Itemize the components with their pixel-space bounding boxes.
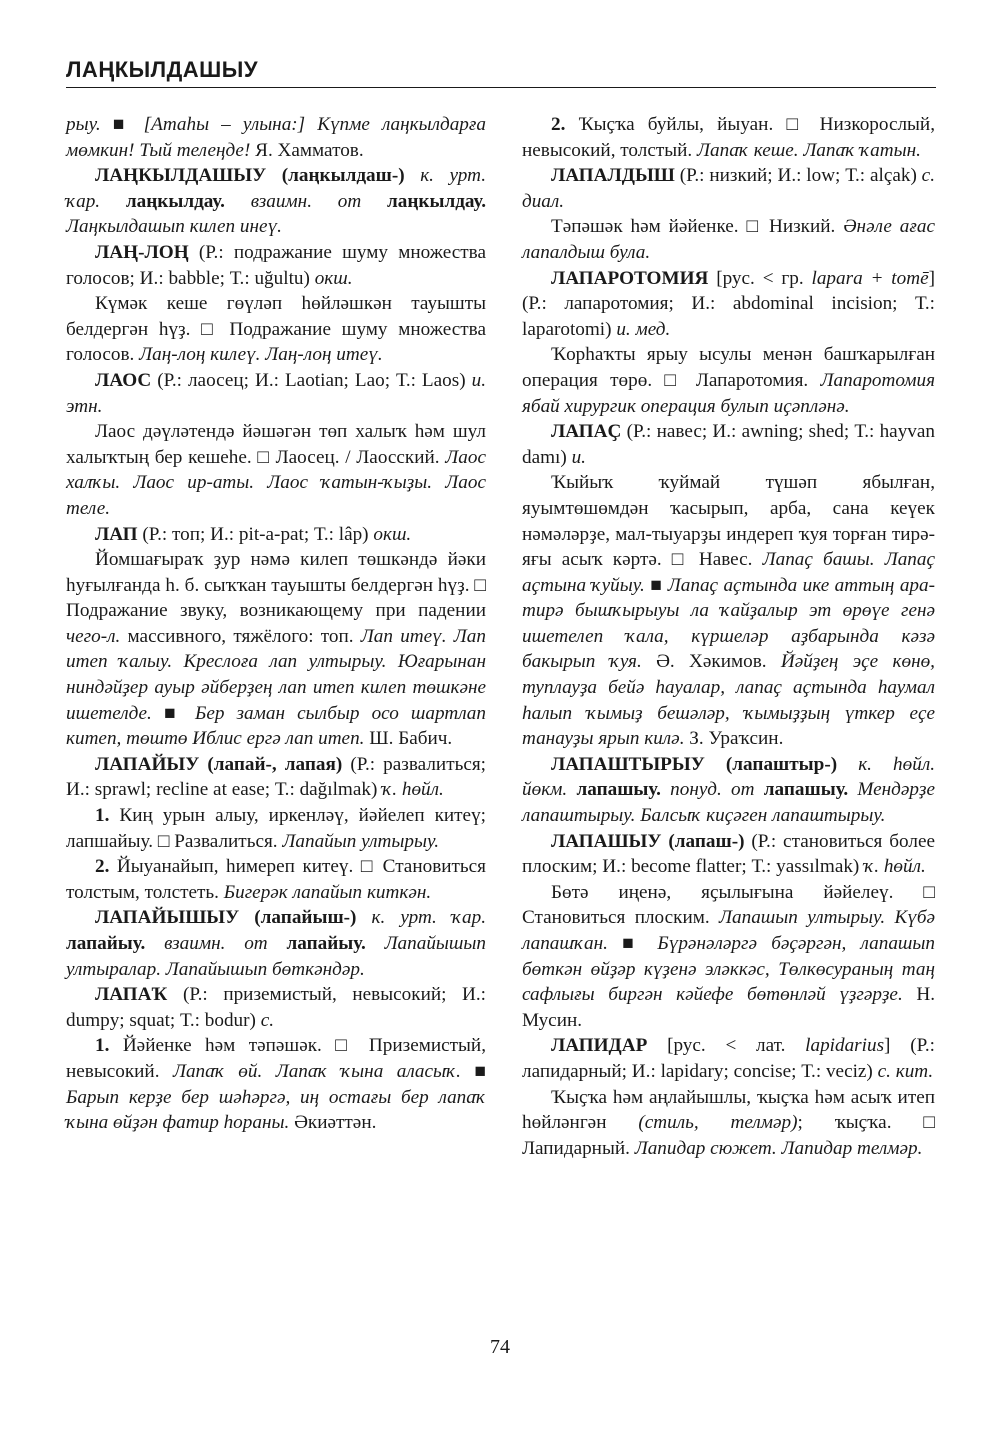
right-column (522, 112, 935, 1161)
italic-text: к. һөйл. йөкм. (522, 753, 935, 801)
headword: ЛАПИДАР (551, 1035, 668, 1057)
entry-paragraph (66, 547, 486, 752)
headword: ЛАПАРОТОМИЯ (551, 267, 717, 289)
headword: 2. (551, 114, 579, 135)
entry-paragraph (522, 266, 935, 343)
italic-text: Бер заман сылбыр осо шартлап китеп, төштө Иблис ергә лап итеп. (66, 702, 486, 750)
body-text: Тәпәшәк һәм йәйенке. □ Низкий. (551, 216, 844, 238)
headword: лаңкылдау. (125, 190, 251, 212)
entry-paragraph (522, 470, 935, 752)
body-text: Йыуанайып, һимереп китеү. □ Становиться толстым, толстеть. (66, 856, 486, 903)
italic-text: ҡ. һөйл. (864, 856, 926, 878)
italic-text: Лапашып ултырыу. Күбә лапашҡан. (522, 907, 936, 954)
entry-paragraph (66, 163, 486, 240)
body-text: [рус. < гр. (716, 267, 812, 289)
entry-paragraph (66, 291, 486, 368)
italic-text: Лаңкылдашып килеп инеү. (66, 216, 282, 238)
headword: 2. (95, 856, 117, 878)
body-text: (Р.: приземистый, невысокий; И.: dumpy; squat; Т.: bodur) (66, 984, 487, 1031)
entry-paragraph (522, 112, 935, 163)
italic-text: взаимн. от (250, 190, 387, 212)
entry-paragraph (522, 214, 935, 265)
italic-text: рыу. (66, 114, 113, 135)
entry-paragraph (66, 803, 486, 854)
headword: ЛАПАҪ (551, 421, 627, 443)
body-text: Йәйенке һәм тәпәшәк. □ Приземистый, невысокий. (66, 1035, 486, 1082)
body-text: (Р.: подражание шуму множества голосов; И.: babble; Т.: uğultu) (66, 241, 486, 289)
italic-text: понуд. от (670, 779, 764, 801)
italic-text: Лаң-лоң килеү. Лаң-лоң итеү. (139, 344, 383, 366)
entry-paragraph (522, 1085, 935, 1162)
italic-text: Барып керҙе бер шәһәргә, иң остағы бер лапаҡ ҡына өйҙән фатир һораны. (66, 1086, 486, 1134)
italic-text: Лапайышып ултыралар. Лапайышып бөткәндәр. (66, 933, 486, 980)
body-text: ■ (622, 933, 658, 954)
headword: ЛАПАЙЫШЫУ (лапайыш-) (95, 907, 372, 929)
italic-text: Бүрәнәләргә бәҫәргән, лапашып бөткән өйҙәр күҙенә эләккәс, Төлкөсураның таң сафлығы биргән кәйефе бөтөнләй үҙгәрҙе. (522, 933, 935, 1006)
italic-text: Лапаҫ башы. Лапаҫ аҫтына ҡуйыу. (522, 549, 935, 596)
italic-text: Бигерәк лапайып киткән. (223, 881, 432, 903)
italic-text: Лапаҡ кеше. Лапаҡ ҡатын. (697, 139, 921, 161)
body-text: (Р.: топ; И.: pit-a-pat; Т.: lâp) (142, 523, 374, 545)
entry-paragraph (66, 240, 486, 291)
italic-text: [Атаһы – улына:] Күпме лаңкылдарға мөмкин! Тый телеңде! (66, 114, 486, 161)
italic-text: Лапайып ултырыу. (282, 830, 440, 852)
body-text: Ҡыҫҡа һәм аңлайышлы, ҡыҫҡа һәм асыҡ итеп һөйләнгән (522, 1086, 935, 1134)
body-text: (Р.: развалиться; И.: sprawl; recline at ease; Т.: dağılmak) (66, 753, 487, 801)
italic-text: Йәйҙең эҫе көнө, туплауҙа бейә һауалар, лапаҫ аҫтында һаумал һалып ҡымыҙ бешәләр, ҡымыҙҙың үткер еҫе танауҙы ярып килә. (522, 651, 935, 750)
italic-text: и. этн. (66, 369, 486, 417)
italic-text: Әнәле ағас лапалдыш була. (522, 216, 935, 263)
body-text: ■ (474, 1060, 486, 1082)
headword: ЛАОС (95, 369, 158, 391)
italic-text: с. диал. (522, 165, 935, 212)
entry-paragraph (66, 905, 486, 982)
entry-paragraph (522, 880, 935, 1034)
headword: 1. (95, 805, 120, 827)
body-text: Ҡыйыҡ ҡуймай түшәп ябылған, яуымтөшөмдән ҡасырып, арба, сана кеүек нәмәләрҙе, мал-тыуарҙы индереп ҡуя торған тирә-яғы асыҡ кәртә. □ Навес. (522, 472, 935, 571)
entry-paragraph (522, 342, 935, 419)
body-text: Я. Хамматов. (255, 139, 364, 161)
headword: ЛАҢ-ЛОҢ (95, 241, 199, 263)
body-text: Ш. Бабич. (369, 728, 453, 750)
italic-text: lapara + tomē (811, 267, 929, 289)
body-text: [рус. < лат. (667, 1035, 806, 1057)
header-rule (66, 87, 936, 88)
entry-paragraph (66, 368, 486, 419)
italic-text: к. урт. ҡар. (66, 165, 487, 212)
entry-paragraph (522, 419, 935, 470)
headword: ЛАПАҠ (95, 984, 183, 1006)
italic-text: и. мед. (616, 318, 671, 340)
headword: ЛАҢКЫЛДАШЫУ (лаңкылдаш-) (95, 165, 421, 187)
headword: лапашыу. (576, 779, 671, 801)
italic-text: (стиль, телмәр) (638, 1112, 798, 1134)
italic-text: Лап итеү. Лап итеп ҡалыу. Креслоға лап ултырыу. Юғарынан ниндәйҙер ауыр әйберҙең лап итеп килеп төшкәне ишетелде. (66, 625, 486, 724)
headword: 1. (95, 1035, 123, 1057)
entry-paragraph (66, 419, 486, 521)
headword: ЛАПАШЫУ (лапаш-) (551, 830, 752, 852)
body-text: ] (Р.: лапидарный; И.: lapidary; concise; Т.: veciz) (522, 1035, 935, 1082)
body-text: Ә. Хәкимов. (656, 651, 781, 673)
entry-paragraph (522, 1033, 935, 1084)
entry-paragraph (522, 752, 935, 829)
italic-text: с. (260, 1009, 275, 1031)
entry-paragraph (66, 522, 486, 548)
body-text: ■ (650, 574, 668, 596)
headword: ЛАПАЛДЫШ (551, 165, 680, 187)
body-text: Н. Мусин. (522, 984, 935, 1031)
headword: лапайыу. (66, 933, 165, 954)
page-number: 74 (490, 1336, 510, 1358)
body-text: Бөтә иңенә, яҫылығына йәйелеү. □ Становиться плоским. (522, 881, 935, 929)
italic-text: ҡ. һөйл. (382, 779, 444, 801)
headword: лапашыу. (763, 779, 858, 801)
headword: лаңкылдау. (387, 190, 487, 212)
italic-text: Лаос халҡы. Лаос ир-аты. Лаос ҡатын-ҡыҙы. Лаос теле. (66, 446, 486, 519)
body-text: ■ (163, 702, 196, 724)
body-text: (Р.: низкий; И.: low; Т.: alçak) (679, 165, 922, 187)
body-text: (Р.: становиться более плоским; И.: become flatter; Т.: yassılmak) (522, 830, 935, 878)
entry-paragraph (66, 854, 486, 905)
headword: ЛАПАЙЫУ (лапай-, лапая) (95, 753, 351, 775)
entry-paragraph (66, 982, 486, 1033)
body-text: (Р.: лаосец; И.: Laotian; Lao; Т.: Laos) (157, 369, 472, 391)
headword: лапайыу. (286, 933, 385, 954)
body-text: (Р.: навес; И.: awning; shed; Т.: hayvan damı) (522, 421, 935, 468)
body-text: Күмәк кеше гөүләп һөйләшкән тауышты белдергән һүҙ. □ Подражание шуму множества голосов. (66, 293, 486, 366)
left-column (66, 112, 486, 1136)
italic-text: lapidarius (805, 1035, 885, 1057)
headword: ЛАПАШТЫРЫУ (лапаштыр-) (551, 753, 859, 775)
body-text: Йомшағыраҡ ҙур нәмә килеп төшкәндә йәки һуғылғанда һ. б. сыҡҡан тауышты белдергән һүҙ. □ Подражание звуку, возникающему при падении (66, 549, 486, 622)
body-text: ] (Р.: лапаротомия; И.: abdominal incision; Т.: laparotomi) (522, 267, 935, 340)
italic-text: Лапидар сюжет. Лапидар телмәр. (634, 1137, 923, 1159)
italic-text: Лапаҫ аҫтында ике аттың ара-тирә бышҡырыуы ла ҡайҙалыр эт өрөүе генә ишетелеп ҡала, күршеләр аҙбарында кәзә бакырып ҡуя. (522, 574, 935, 673)
italic-text: Лапаротомия ябай хирургик операция булып иҫәпләнә. (522, 369, 935, 417)
italic-text: Мендәрҙе лапаштырыу. Балсыҡ киҫәген лапаштырыу. (522, 779, 935, 827)
body-text: З. Ураҡсин. (689, 728, 784, 750)
entry-paragraph (522, 163, 935, 214)
italic-text: окш. (373, 523, 412, 545)
italic-text: с. кит. (877, 1060, 934, 1082)
body-text: Ҡыҫҡа буйлы, йыуан. □ Низкорослый, невысокий, толстый. (522, 114, 935, 161)
italic-text: Лапаҡ өй. Лапаҡ ҡына аласыҡ. (172, 1060, 475, 1082)
body-text: Киң урын алыу, иркенләү, йәйелеп китеү; лапшайыу. □ Развалиться. (66, 805, 486, 852)
italic-text: взаимн. от (164, 933, 287, 954)
italic-text: и. (571, 446, 586, 468)
entry-paragraph (522, 829, 935, 880)
italic-text: к. урт. ҡар. (371, 907, 486, 929)
entry-paragraph (66, 1033, 486, 1135)
entry-paragraph (66, 112, 486, 163)
body-text: массивного, тяжёлого: топ. (127, 625, 361, 647)
entry-paragraph (66, 752, 486, 803)
italic-text: окш. (314, 267, 353, 289)
body-text: ■ (112, 114, 144, 135)
body-text: ; ҡыҫҡа. □ Лапидарный. (522, 1112, 935, 1159)
headword: ЛАП (95, 523, 143, 545)
body-text: Лаос дәүләтендә йәшәгән төп халыҡ һәм шул халыҡтың бер кешеһе. □ Лаосец. / Лаосский. (66, 421, 486, 468)
body-text: Әкиәттән. (294, 1112, 377, 1134)
body-text: Ҡорһаҡты ярыу ысулы менән башҡарылған операция төрө. □ Лапаротомия. (522, 344, 935, 391)
italic-text: чего-л. (66, 625, 128, 647)
running-head: ЛАҢКЫЛДАШЫУ (66, 57, 259, 82)
